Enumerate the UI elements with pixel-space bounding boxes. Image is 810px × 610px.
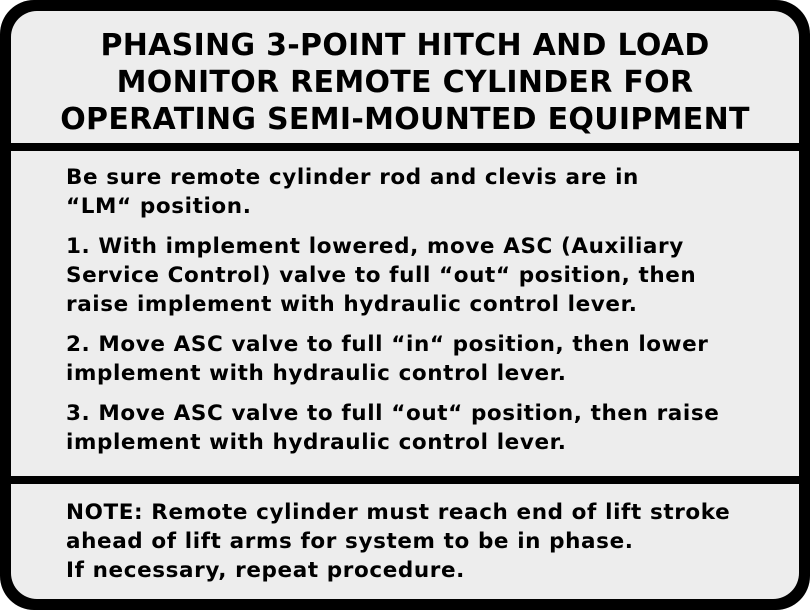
step-1-line-2: Service Control) valve to full “out“ position, then: [66, 263, 697, 288]
intro-line-2: “LM“ position.: [66, 194, 252, 219]
step-3-line-1: 3. Move ASC valve to full “out“ position, then raise: [66, 401, 720, 426]
step-2-line-2: implement with hydraulic control lever.: [66, 361, 567, 386]
note-divider: [11, 476, 799, 484]
step-2-line-1: 2. Move ASC valve to full “in“ position, then lower: [66, 332, 709, 357]
note-section: [66, 498, 786, 585]
step-3: [66, 399, 786, 457]
note-line-2: ahead of lift arms for system to be in phase.: [66, 529, 634, 554]
note-line-3: If necessary, repeat procedure.: [66, 558, 465, 583]
step-2: [66, 330, 786, 388]
note-line-1: NOTE: Remote cylinder must reach end of lift stroke: [66, 500, 731, 525]
step-3-line-2: implement with hydraulic control lever.: [66, 430, 567, 455]
intro-line-1: Be sure remote cylinder rod and clevis are in: [66, 165, 639, 190]
step-1-line-1: 1. With implement lowered, move ASC (Auxiliary: [66, 234, 684, 259]
decal-panel: [11, 11, 799, 599]
title-line-1: PHASING 3-POINT HITCH AND LOAD: [100, 28, 710, 63]
title-line-3: OPERATING SEMI-MOUNTED EQUIPMENT: [60, 102, 750, 137]
step-1-line-3: raise implement with hydraulic control lever.: [66, 292, 638, 317]
title-line-2: MONITOR REMOTE CYLINDER FOR: [116, 65, 694, 100]
instructions-section: [66, 163, 786, 468]
intro-paragraph: [66, 163, 786, 221]
step-1: [66, 232, 786, 319]
decal-title: [11, 27, 799, 138]
title-divider: [11, 143, 799, 151]
